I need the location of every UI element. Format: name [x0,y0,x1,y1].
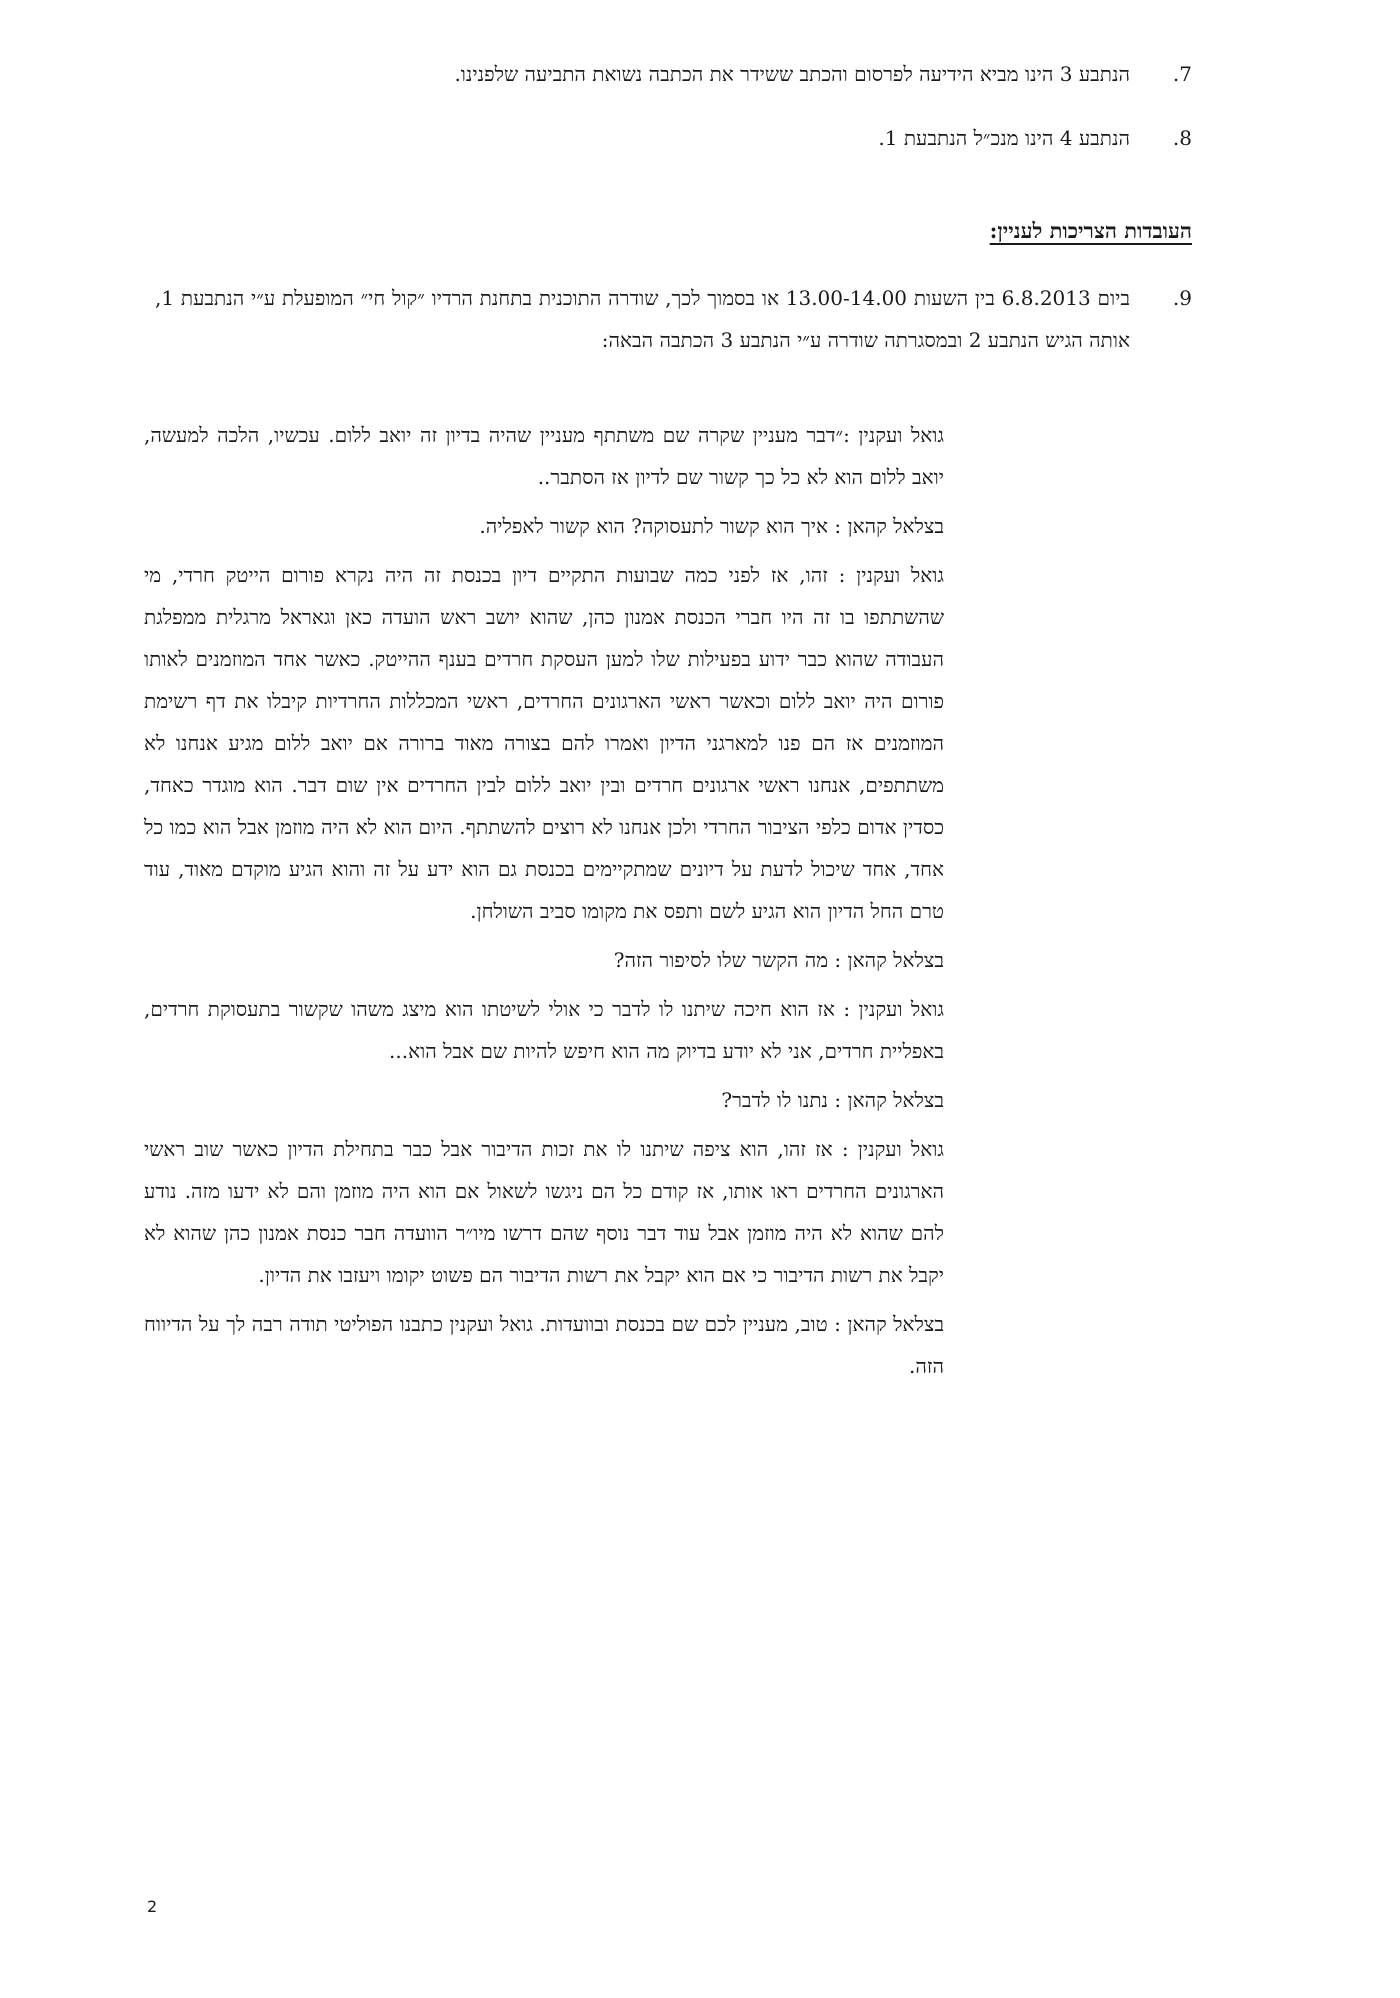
transcript-paragraph: בצלאל קהאן : נתנו לו לדבר? [721,1088,944,1112]
transcript-paragraph: גואל ועקנין :״דבר מעניין שקרה שם משתתף מעניין שהיה בדיון זה יואב ללום. עכשיו, הלכה למעשה, יואב ללום הוא לא כל כך קשור שם לדיון אז הסתבר.. [144,423,944,489]
section-heading: העובדות הצריכות לעניין: [989,218,1192,243]
item-text: ביום 6.8.2013 בין השעות 13.00-14.00 או בסמוך לכך, שודרה התוכנית בתחנת הרדיו ״קול חי״ המופעלת ע״י הנתבעת 1, אותה הגיש הנתבע 2 ובמסגרתה שודרה ע״י הנתבע 3 הכתבה הבאה: [155,286,1130,352]
item-text: הנתבע 4 הינו מנכ״ל הנתבעת 1. [878,126,1130,150]
transcript-paragraph: גואל ועקנין : אז הוא חיכה שיתנו לו לדבר כי אולי לשיטתו הוא מיצג משהו שקשור בתעסוקת חרדים, באפליית חרדים, אני לא יודע בדיוק מה הוא חיפש להיות שם אבל הוא... [144,997,944,1063]
transcript-paragraph: גואל ועקנין : זהו, אז לפני כמה שבועות התקיים דיון בכנסת זה היה נקרא פורום הייטק חרדי, מי שהשתתפו בו זה היו חברי הכנסת אמנון כהן, שהוא יושב ראש הועדה כאן וגאראל מרגלית ממפלגת העבודה שהוא כבר ידוע בפעילות שלו למען העסקת חרדים בענף ההייטק. כאשר אחד המוזמנים לאותו פורום היה יואב ללום וכאשר ראשי הארגונים החרדים, ראשי המכללות החרדיות קיבלו את דף רשימת המוזמנים אז הם פנו למארגני הדיון ואמרו להם בצורה מאוד ברורה אם יואב ללום מגיע אנחנו לא משתתפים, אנחנו ראשי ארגונים חרדים ובין יואב ללום לבין החרדים אין שום דבר. הוא מוגדר כאחד, כסדין אדום כלפי הציבור החרדי ולכן אנחנו לא רוצים להשתתף. היום הוא לא היה מוזמן אבל הוא כמו כל אחד, אחד שיכול לדעת על דיונים שמתקיימים בכנסת גם הוא ידע על זה והוא הגיע מוקדם מאוד, עוד טרם החל הדיון הוא הגיע לשם ותפס את מקומו סביב השולחן. [144,563,944,923]
item-number: 7. [1172,62,1192,86]
page-number: 2 [147,1897,158,1916]
transcript-paragraph: בצלאל קהאן : איך הוא קשור לתעסוקה? הוא קשור לאפליה. [479,514,944,538]
transcript-paragraph: בצלאל קהאן : טוב, מעניין לכם שם בכנסת ובוועדות. גואל ועקנין כתבנו הפוליטי תודה רבה לך על הדיווח הזה. [144,1312,944,1378]
broadcast-transcript [144,414,944,1394]
item-number: 9. [1172,286,1192,310]
item-text: הנתבע 3 הינו מביא הידיעה לפרסום והכתב ששידר את הכתבה נשואת התביעה שלפנינו. [454,62,1130,86]
transcript-paragraph: גואל ועקנין : אז זהו, הוא ציפה שיתנו לו את זכות הדיבור אבל כבר בתחילת הדיון כאשר שוב ראשי הארגונים החרדים ראו אותו, אז קודם כל הם ניגשו לשאול אם הוא היה מוזמן והם לא ידעו מזה. נודע להם שהוא לא היה מוזמן אבל עוד דבר נוסף שהם דרשו מיו״ר הוועדה חבר כנסת אמנון כהן שהוא לא יקבל את רשות הדיבור כי אם הוא יקבל את רשות הדיבור הם פשוט יקומו ויעזבו את הדיון. [144,1137,944,1287]
item-number: 8. [1172,126,1192,150]
transcript-paragraph: בצלאל קהאן : מה הקשר שלו לסיפור הזה? [613,948,944,972]
